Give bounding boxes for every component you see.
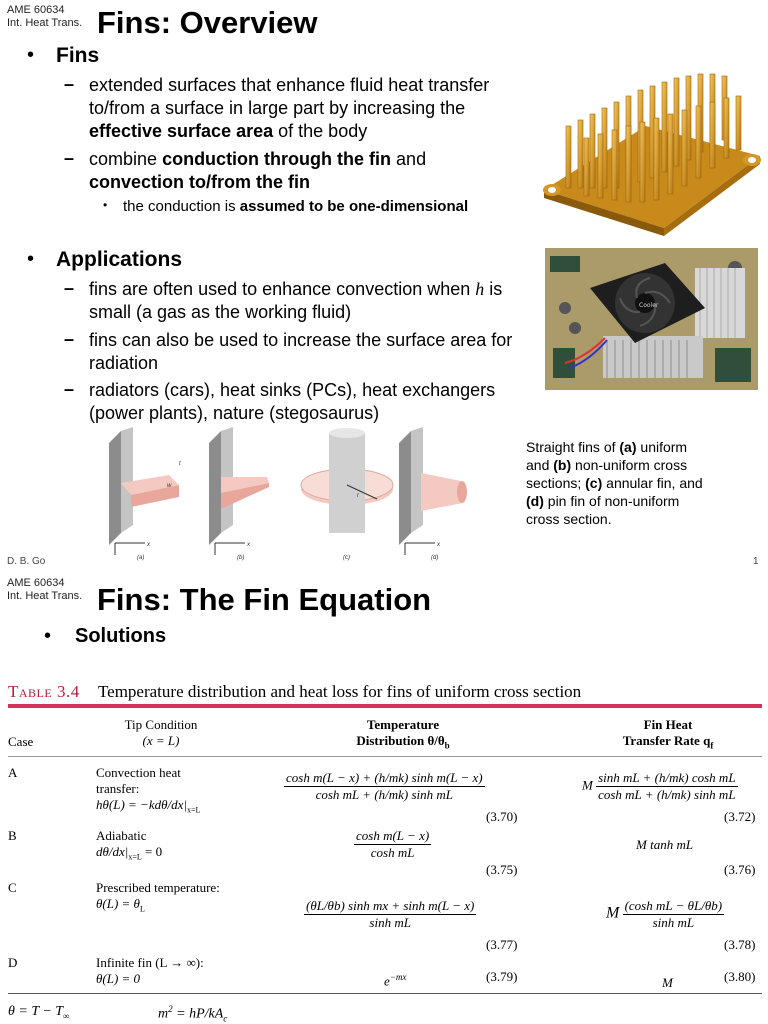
row-d-tip (96, 955, 204, 987)
slide-title: Fins: The Fin Equation (97, 582, 432, 617)
numerator: sinh mL + (h/mk) cosh mL (598, 770, 736, 785)
applications-item-1 (89, 278, 537, 324)
denominator: cosh mL + (h/mk) sinh mL (315, 787, 454, 802)
row-d-rate: M (662, 975, 673, 990)
row-a-tip (96, 765, 200, 819)
text: hθ(L) = −kdθ/dx| (96, 797, 187, 812)
row-c-temp (304, 898, 476, 931)
row-c-temp-eq: (3.77) (486, 937, 518, 952)
header-case: Case (8, 734, 34, 749)
emphasis: effective surface area (89, 121, 274, 141)
fin-d-diagram (399, 427, 467, 561)
emphasis: (c) (585, 475, 603, 491)
text: m (158, 1006, 169, 1022)
numerator: (θL/θb) sinh mx + sinh m(L − x) (306, 898, 475, 913)
emphasis: convection to/from the fin (89, 172, 311, 192)
fin-diagrams (107, 425, 507, 565)
label-c: (c) (343, 555, 350, 561)
author: D. B. Go (7, 556, 46, 567)
row-b-case: B (8, 828, 17, 843)
dash-icon: – (64, 329, 75, 349)
course-code: AME 60634 (7, 577, 65, 589)
text: Distribution θ/θ (356, 733, 445, 748)
fin-b-diagram (209, 427, 269, 561)
row-b-tip (96, 828, 162, 866)
dash-icon: – (64, 278, 75, 298)
text: combine (89, 149, 158, 169)
subscript: c (223, 1013, 228, 1024)
dash-icon: – (64, 148, 75, 168)
text: Temperature (366, 717, 440, 732)
text: and (396, 149, 427, 169)
fin-a-diagram (109, 427, 181, 561)
numerator: (cosh mL − θL/θb) (624, 898, 723, 913)
applications-item-2: fins can also be used to increase the surface area for radiation (89, 330, 513, 373)
course-info (7, 577, 82, 603)
text: e (384, 973, 390, 989)
superscript: 2 (168, 1004, 173, 1014)
bullet-icon: • (27, 44, 35, 66)
denominator: sinh mL (369, 915, 411, 930)
text: Tip Condition (124, 717, 198, 732)
table-caption (8, 682, 581, 702)
text: Transfer Rate q (622, 733, 711, 748)
text: annular fin, and (606, 475, 703, 491)
figure-caption (526, 438, 706, 528)
solutions-heading: Solutions (75, 625, 167, 647)
fan-label: Cooler (639, 302, 659, 309)
text: θ(L) = 0 (96, 971, 141, 986)
dash-icon: – (64, 74, 75, 94)
subscript: L (139, 904, 145, 914)
text: pin fin of non-uniform cross section. (526, 493, 680, 527)
subscript: b (444, 740, 450, 751)
header-divider (8, 756, 762, 757)
x-label: x (147, 542, 150, 548)
footnote-theta (8, 1004, 70, 1021)
text: M (606, 904, 620, 922)
r-label: r (357, 493, 359, 499)
text: θ = T − T (8, 1004, 64, 1019)
text: θ(L) = θ (96, 896, 140, 911)
table-bottom-rule (8, 993, 762, 994)
course-name: Int. Heat Trans. (7, 17, 83, 29)
text: Straight fins of (526, 439, 616, 455)
subscript: x=L (128, 852, 142, 862)
emphasis: assumed to be one-dimensional (239, 198, 469, 215)
course-code: AME 60634 (7, 4, 65, 16)
table-rule (8, 704, 762, 708)
small-bullet-icon: • (103, 198, 108, 212)
fins-heading: Fins (56, 44, 100, 67)
superscript: −mx (389, 972, 407, 982)
emphasis: (a) (619, 439, 637, 455)
label-b: (b) (237, 555, 245, 561)
denominator: cosh mL + (h/mk) sinh mL (598, 787, 736, 802)
slide-title: Fins: Overview (97, 5, 318, 40)
fins-subitem (123, 198, 468, 215)
x-label: x (437, 542, 440, 548)
denominator: cosh mL (370, 845, 415, 860)
text: (x = L) (142, 733, 180, 748)
table-label: Table 3.4 (8, 682, 80, 701)
subscript: x=L (186, 805, 201, 815)
emphasis: (b) (553, 457, 572, 473)
row-b-rate: M tanh mL (636, 837, 694, 852)
row-a-rate-eq: (3.72) (724, 809, 756, 824)
bullet-icon: • (27, 248, 35, 270)
denominator: sinh mL (652, 915, 695, 930)
x-label: x (247, 542, 250, 548)
label-a: (a) (137, 555, 145, 561)
subscript: f (710, 740, 714, 751)
row-c-tip (96, 880, 220, 918)
row-b-temp (354, 828, 431, 861)
fins-item-2 (89, 148, 529, 194)
cpu-cooler-photo (545, 248, 758, 390)
applications-item-3: radiators (cars), heat sinks (PCs), heat exchangers (power plants), nature (stegosaurus) (89, 380, 496, 423)
row-b-rate-eq: (3.76) (724, 862, 756, 877)
text: transfer: (96, 781, 140, 796)
text: = 0 (141, 844, 163, 859)
row-d-temp (384, 972, 406, 989)
heat-sink-image (538, 68, 762, 240)
text: Adiabatic (96, 828, 147, 843)
applications-heading: Applications (56, 248, 183, 271)
text: is small (a gas as the working fluid) (89, 279, 503, 322)
row-a-rate (582, 770, 738, 803)
numerator: cosh m(L − x) (356, 828, 430, 843)
variable: h (475, 279, 485, 299)
text: extended surfaces that enhance fluid heat transfer to/from a surface in large part by increasing the (89, 75, 490, 118)
label-d: (d) (431, 555, 439, 561)
header-rate (598, 717, 738, 754)
row-c-rate (606, 898, 724, 931)
header-tip (96, 717, 226, 749)
row-d-case: D (8, 955, 18, 970)
row-c-rate-eq: (3.78) (724, 937, 756, 952)
row-a-temp (284, 770, 485, 803)
text: of the body (278, 121, 368, 141)
row-a-case: A (8, 765, 18, 780)
text: = hP/kA (172, 1006, 224, 1022)
text: Fin Heat (643, 717, 693, 732)
bullet-icon: • (44, 625, 52, 647)
table-title: Temperature distribution and heat loss for fins of uniform cross section (97, 682, 582, 701)
numerator: cosh m(L − x) + (h/mk) sinh m(L − x) (286, 770, 483, 785)
w-label: w (167, 483, 172, 489)
text: fins are often used to enhance convection when (89, 279, 471, 299)
header-temp (318, 717, 488, 754)
emphasis: conduction through the fin (162, 149, 392, 169)
emphasis: (d) (526, 493, 544, 509)
text: M (582, 777, 593, 793)
subscript: ∞ (63, 1010, 70, 1021)
text: non-uniform cross sections; (526, 457, 688, 491)
row-d-rate-eq: (3.80) (724, 969, 756, 984)
row-a-temp-eq: (3.70) (486, 809, 518, 824)
row-b-temp-eq: (3.75) (486, 862, 518, 877)
text: dθ/dx| (96, 844, 129, 859)
page-number: 1 (753, 556, 759, 567)
dash-icon: – (64, 379, 75, 399)
footnote-m (158, 1004, 227, 1023)
text: Convection heat (96, 765, 181, 780)
fin-c-diagram (301, 428, 393, 561)
course-name: Int. Heat Trans. (7, 590, 83, 602)
row-d-temp-eq: (3.79) (486, 969, 518, 984)
t-label: t (179, 461, 181, 467)
text: Prescribed temperature: (96, 880, 220, 895)
fins-item-1 (89, 74, 529, 143)
text: Infinite fin (L → ∞): (96, 955, 204, 970)
row-c-case: C (8, 880, 17, 895)
text: the conduction is (123, 198, 236, 215)
course-info (7, 4, 82, 30)
text: uniform and (526, 439, 688, 473)
